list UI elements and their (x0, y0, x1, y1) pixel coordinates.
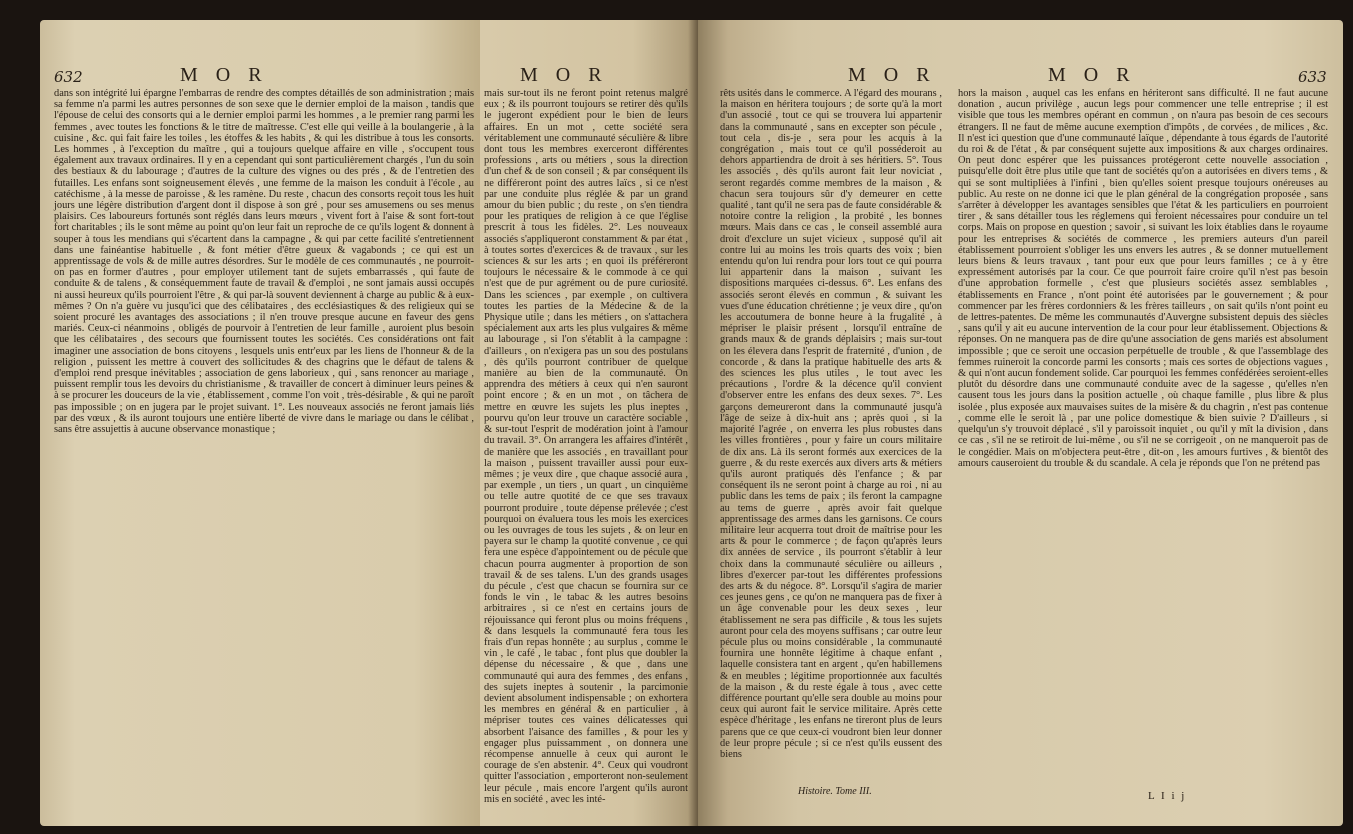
signature-mark: L I i j (1148, 790, 1187, 802)
right-column-1: rêts usités dans le commerce. A l'égard des mourans , la maison en héritera toujours ; de sorte qu'à la mort d'un associé , tout ce qui se trouvera lui appartenir dans la communauté , sans en excepter son pécule , tout cela , dis-je , sera pour les acquis à la congrégation , mais tout ce qu'il posséderoit au dehors appartiendra de droit à ses héritiers. 5°. Tous les associés , dès qu'ils auront fait leur noviciat , seront regardés comme membres de la maison , & chacun sera toujours sûr d'y demeurer en cette qualité , tant qu'il ne sera pas de faute considérable & notoire contre la religion , la probité , les bonnes mœurs. Mais dans ce cas , le conseil assemblé aura droit d'exclure un sujet vicieux , supposé qu'il ait contre lui au moins les trois quarts des voix ; bien entendu qu'on lui rendra pour lors tout ce qui pourra lui appartenir dans la maison , suivant les dispositions marquées ci-dessus. 6°. Les enfans des associés seront élevés en commun , & suivant les vues d'une éducation chrétienne ; je veux dire , qu'on les accoutumera de bonne heure à la frugalité , à mépriser le plaisir présent , lorsqu'il entraîne de grands maux & de grands déplaisirs ; mais sur-tout on les élevera dans l'esprit de fraternité , d'union , de concorde , & dans la pratique habituelle des arts & des sciences les plus utiles , le tout avec les précautions , l'ordre & la décence qu'il convient d'observer entre les enfans des deux sexes. 7°. Les garçons demeureront dans la communauté jusqu'à l'âge de seize à dix-huit ans ; après quoi , si la majorité l'agrée , on enverra les plus robustes dans les villes frontières , pour y faire un cours militaire de dix ans. Là ils seront formés aux exercices de la guerre , & du reste exercés aux divers arts & métiers qu'ils auront pratiqués dès l'enfance ; & par conséquent ils ne seront point à charge au roi , ni au public dans les tems de paix ; ils feront la campagne au tems de guerre , après avoir fait quelque apprentissage des armes dans les garnisons. Ce cours militaire leur acquerra tout droit de maîtrise pour les arts & pour le commerce ; de façon qu'après leurs dix années de service , ils pourront s'établir à leur choix dans la communauté séculière ou ailleurs , libres d'exercer par-tout les différentes professions des arts & du négoce. 8°. Lorsqu'il s'agira de marier ces jeunes gens , ce qu'on ne manquera pas de fixer à un âge convenable pour les deux sexes , leur établissement ne sera pas difficile , & tous les sujets auront pour cela des moyens suffisans ; car outre leur pécule plus ou moins considérable , la communauté fournira une honnête légitime à chaque enfant , laquelle consistera tant en argent , qu'en habillemens & en meubles ; légitime proportionnée aux facultés de la maison , & du reste égale à tous , avec cette différence pourtant qu'elle sera double au moins pour ceux qui auront fait le service militaire. Après cette espèce d'héritage , les enfans ne tireront plus de leurs parens que ce que ceux-ci voudront bien leur donner de leur propre pécule ; si ce n'est qu'ils eussent des biens (720, 88, 943, 760)
left-page-col2 (480, 20, 698, 826)
left-column-2: mais sur-tout ils ne feront point retenus malgré eux ; & ils pourront toujours se retirer dès qu'ils le jugeront expédient pour le bien de leurs affaires. En un mot , cette société sera véritablement une communauté séculière & libre dont tous les membres exerceront différentes professions , arts ou métiers , sous la direction d'un chef & de son conseil ; & par conséquent ils ne différeront point des autres laïcs , si ce n'est par une conduite plus réglée & par un grand amour du bien public ; du reste , on s'en tiendra pour les pratiques de religion à ce que l'église prescrit à tous les fidèles. 2°. Les nouveaux associés s'appliqueront constamment & par état , à toutes sortes d'exercices & de travaux , sur les sciences & sur les arts ; en quoi ils préféreront toujours le nécessaire & le commode à ce qui n'est que de pur agrément ou de pure curiosité. Dans les sciences , par exemple , on cultivera toutes les parties de la Médecine & de la Physique utile ; dans les métiers , on s'attachera spécialement aux arts les plus vulgaires & même au labourage , si l'on s'établit à la campagne : d'ailleurs , on n'exigera pas un sou des postulans , dès qu'ils pourront contribuer de quelque manière au bien de la communauté. On apprendra des métiers à ceux qui n'en sauront point encore ; & en un mot , on tâchera de mettre en œuvre les sujets les plus ineptes , pourvu qu'on leur trouve un caractère sociable , & sur-tout l'esprit de modération joint à l'amour du travail. 3°. On arrangera les affaires d'intérêt , de manière que les associés , en travaillant pour la maison , puissent travailler aussi pour eux-mêmes ; je veux dire , que chaque associé aura , par exemple , un tiers , un quart , un cinquième ou telle autre quotité de ce que ses travaux pourront produire , toute dépense prélevée ; c'est pourquoi on évaluera tous les mois les exercices ou les ouvrages de tous les sujets , & on leur en payera sur le champ la quotité convenue , ce qui fera une espèce d'appointement ou de pécule que chacun pourra augmenter à proportion de son travail & de ses talens. L'un des grands usages du pécule , c'est que chacun se fournira sur ce fonds le vin , le tabac & les autres besoins arbitraires , si ce n'est en certains jours de réjouissance qui feront plus ou moins fréquens , & dans lesquels la communauté fera tous les frais d'un repas honnête ; au surplus , comme le vin , le café , le tabac , font plus que doubler la dépense du nécessaire , & que , dans une communauté qui aura des femmes , des enfans , des sujets ineptes à soutenir , la parcimonie devient absolument indispensable ; on exhortera les membres en général & en particulier , à mépriser toutes ces vaines délicatesses qui absorbent l'aisance des familles , & pour les y engager plus puissamment , on donnera une récompense annuelle à ceux qui auront le courage de s'en abstenir. 4°. Ceux qui voudront quitter l'association , emporteront non-seulement leur pécule , mais encore l'argent qu'ils auront mis en société , avec les inté- (484, 88, 688, 805)
left-page (40, 20, 480, 826)
running-head-left-2: MOR (520, 64, 620, 86)
footer-volume: Histoire. Tome III. (798, 786, 872, 797)
left-column-1: dans son intégrité lui épargne l'embarras de rendre des comptes détaillés de son administration ; mais sa femme n'a parmi les autres personnes de son sexe que le dernier emploi de la maison , tandis que l'épouse de celui des consorts qui a le dernier emploi parmi les hommes , a le premier rang parmi les femmes , avec toutes les fonctions & le titre de maîtresse. C'est elle qui veille à la boulangerie , à la cuisine , &c. qui fait faire les toiles , les étoffes & les habits , & qui les distribue à tous les consorts. Les hommes , à l'exception du maître , qui a toujours quelque affaire en ville , s'occupent tous également aux travaux ordinaires. Il y en a cependant qui sont particulièrement chargés , l'un du soin des bestiaux & du labourage ; d'autres de la culture des vignes ou des prés , & de l'entretien des futailles. Les enfans sont soigneusement élevés , une femme de la maison les conduit à l'école , au catéchisme , à la messe de paroisse , & les ramène. Du reste , chacun des consorts reçoit tous les huit jours une légère distribution d'argent dont il dispose à son gré , pour ses amusemens ou ses menus plaisirs. Ces laboureurs fortunés sont réglés dans leurs mœurs , vivent fort à l'aise & sont fort-tout fort charitables ; ils le sont même au point qu'on leur fait un reproche de ce qu'ils logent & donnent à souper à tous les mendians qui s'écartent dans la campagne , & qui par cette facilité s'entretiennent dans une fainéantise habituelle , & font métier d'être gueux & vagabonds ; ce qui est un apprentissage de vols & de mille autres désordres. Sur le modèle de ces communautés , ne pourroit-on pas en former d'autres , pour employer utilement tant de sujets embarrassés , qui faute de conduite & de talens , & conséquemment faute de travail & d'emploi , ne sont jamais aussi occupés ni aussi heureux qu'ils pourroient l'être , & qui par-là souvent deviennent à charge au public & à eux-mêmes ? On n'a guère vu jusqu'ici que des célibataires , des ecclésiastiques & des religieux qui se soient procuré les avantages des associations ; il n'en trouve presque aucune en faveur des gens mariés. Ceux-ci néanmoins , obligés de pourvoir à l'entretien de leur famille , auroient plus besoin que les célibataires , des secours que fournissent toutes les sociétés. Ces considérations ont fait imaginer une association de bons citoyens , lesquels unis entr'eux par les liens de l'honneur & de la religion , puissent les mettre à couvert des sollicitudes & des chagrins que le défaut de talens & d'emploi rend presque inévitables ; association de gens laborieux , qui , sans renoncer au mariage , puissent remplir tous les devoirs du christianisme , & travailler de concert à diminuer leurs peines & à se procurer les douceurs de la vie , établissement , comme l'on voit , très-désirable , & qui ne paroît pas impossible ; on en jugera par le projet suivant. 1°. Les nouveaux associés ne feront jamais liés par des vœux , & ils auront toujours une entière liberté de vivre dans le mariage ou dans le célibat , sans être assujettis à aucune observance monastique ; (54, 88, 474, 436)
running-head-right: MOR (848, 64, 948, 86)
page-number-right: 633 (1298, 68, 1327, 86)
page-number-left: 632 (54, 68, 83, 86)
right-column-2: hors la maison , auquel cas les enfans en hériteront sans difficulté. Il ne faut aucune donation , aucun privilège , aucun legs pour commencer une telle entreprise ; il est visible que tous les membres opérant en commun , on n'aura pas besoin de ces secours étrangers. Il ne faut de même aucune exemption d'impôts , de corvées , de milices , &c. Il n'est ici question que d'une communauté laïque , dépendante à tous égards de l'autorité du roi & de l'état , & par conséquent sujette aux impositions & aux charges ordinaires. On peut donc espérer que les puissances protégeront cette nouvelle association , puisqu'elle doit être plus utile que tant de sociétés qu'on a autorisées en divers tems , & qui se sont multipliées à l'infini , bien qu'elles soient presque toujours onéreuses au public. Au reste on ne donne ici que le plan général de la congrégation proposée , sans s'arrêter à développer les avantages sensibles que l'état & les particuliers en pourroient tirer , & sans détailler tous les réglemens qui feroient nécessaires pour conduire un tel corps. Mais on propose en question ; savoir , si suivant les loix établies dans le royaume pour les entreprises & sociétés de commerce , les premiers auteurs d'un pareil établissement pourroient s'obliger les uns envers les autres , & se donner mutuellement leurs biens & leurs travaux , tant pour eux que pour leurs familles ; ce à y être expressément autorisés par la cour. Ce que pourroit faire croire qu'il n'est pas besoin d'une approbation formelle , c'est que plusieurs sociétés assez semblables , établissements en France , n'ont point été autorisées par le gouvernement ; & pour commencer par les frères cordonniers & les frères tailleurs , on sait qu'ils n'ont point eu de lettres-patentes. De même les communautés d'Auvergne subsistent depuis des siècles , sans qu'il y ait eu aucune intervention de la cour pour leur établissement. Objections & réponses. On ne manquera pas de dire qu'une association de gens mariés est absolument impossible ; que ce seroit une occasion perpétuelle de trouble , & que l'assemblage des femmes ruineroit la concorde parmi les consorts ; mais ces sortes de objections vagues , & qui n'ont aucun fondement solide. Car pourquoi les femmes confédérées seroient-elles plutôt du désordre dans une communauté conduite avec de la sagesse , qu'elles n'en causent tous les jours dans la position actuelle , où chaque famille , plus libre & plus isolée , plus exposée aux mauvaises suites de la misère & du chagrin , n'est pas contenue , comme elle le seroit là , par une police domestique & bien suivie ? D'ailleurs , si quelqu'un s'y trouvoit déplacé , s'il y paroissoit inquiet , ou qu'il y mît la division , dans ce cas , s'il ne se retiroit de lui-même , ou s'il ne se corrigeoit , on ne manqueroit pas de le congédier. Mais on m'objectera peut-être , dit-on , les amours furtives , & bientôt des amours causeroient du trouble & du scandale. A cela je réponds que l'on ne prétend pas (958, 88, 1328, 469)
running-head-right-2: MOR (1048, 64, 1148, 86)
right-page-col1 (698, 20, 948, 826)
running-head-left: MOR (180, 64, 280, 86)
